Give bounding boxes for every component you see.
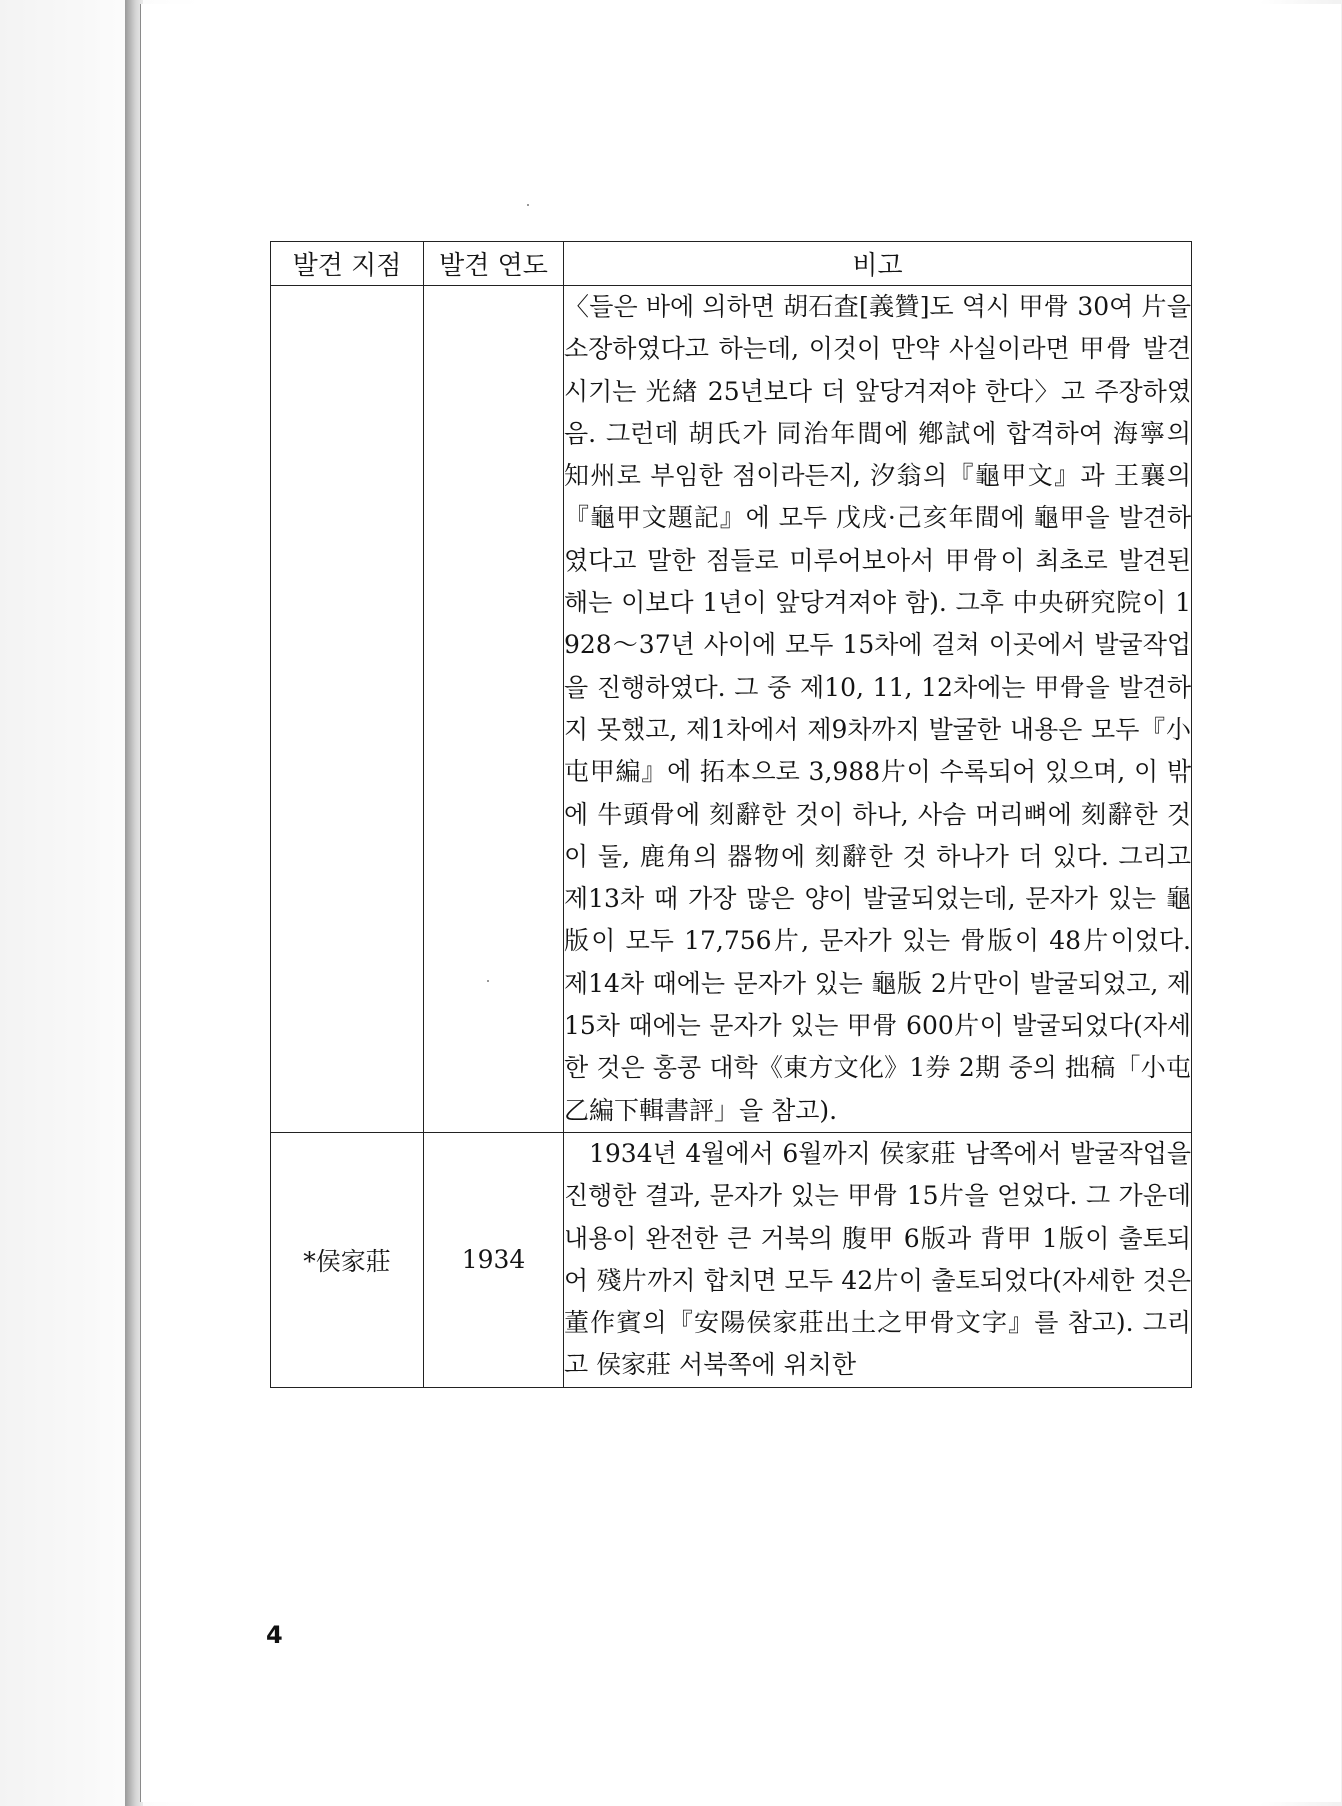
site-cell: [271, 286, 424, 1133]
header-site: 발견 지점: [271, 242, 424, 286]
table-row: [271, 1132, 1192, 1387]
scan-speck: [527, 204, 529, 206]
note-cell: 1934년 4월에서 6월까지 侯家莊 남쪽에서 발굴작업을 진행한 결과, 문자가 있는 甲骨 15片을 얻었다. 그 가운데 내용이 완전한 큰 거북의 腹甲 6版과 背甲 1版이 출토되어 殘片까지 합치면 모두 42片이 출토되었다(자세한 것은 董作賓의『安陽侯家莊出土之甲骨文字』를 참고). 그리고 侯家莊 서북쪽에 위치한: [564, 1132, 1192, 1387]
header-note: 비고: [564, 242, 1192, 286]
table-header-row: [271, 242, 1192, 286]
header-year: 발견 연도: [424, 242, 564, 286]
year-cell: 1934: [424, 1132, 564, 1387]
note-cell: 〈들은 바에 의하면 胡石査[義贊]도 역시 甲骨 30여 片을 소장하였다고 하는데, 이것이 만약 사실이라면 甲骨 발견 시기는 光緖 25년보다 더 앞당겨져야 한다〉고 주장하였음. 그런데 胡氏가 同治年間에 鄕試에 합격하여 海寧의 知州로 부임한 점이라든지, 汐翁의『龜甲文』과 王襄의『龜甲文題記』에 모두 戊戌·己亥年間에 龜甲을 발견하였다고 말한 점들로 미루어보아서 甲骨이 최초로 발견된 해는 이보다 1년이 앞당겨져야 함). 그후 中央硏究院이 1928～37년 사이에 모두 15차에 걸쳐 이곳에서 발굴작업을 진행하였다. 그 중 제10, 11, 12차에는 甲骨을 발견하지 못했고, 제1차에서 제9차까지 발굴한 내용은 모두『小屯甲編』에 拓本으로 3,988片이 수록되어 있으며, 이 밖에 牛頭骨에 刻辭한 것이 하나, 사슴 머리뼈에 刻辭한 것이 둘, 鹿角의 器物에 刻辭한 것 하나가 더 있다. 그리고 제13차 때 가장 많은 양이 발굴되었는데, 문자가 있는 龜版이 모두 17,756片, 문자가 있는 骨版이 48片이었다. 제14차 때에는 문자가 있는 龜版 2片만이 발굴되었고, 제15차 때에는 문자가 있는 甲骨 600片이 발굴되었다(자세한 것은 홍콩 대학《東方文化》1券 2期 중의 拙稿「小屯乙編下輯書評」을 참고).: [564, 286, 1192, 1133]
table-row: [271, 286, 1192, 1133]
site-cell: *侯家莊: [271, 1132, 424, 1387]
page-number: 4: [266, 1621, 283, 1649]
excavation-table: [270, 241, 1192, 1388]
year-cell: [424, 286, 564, 1133]
